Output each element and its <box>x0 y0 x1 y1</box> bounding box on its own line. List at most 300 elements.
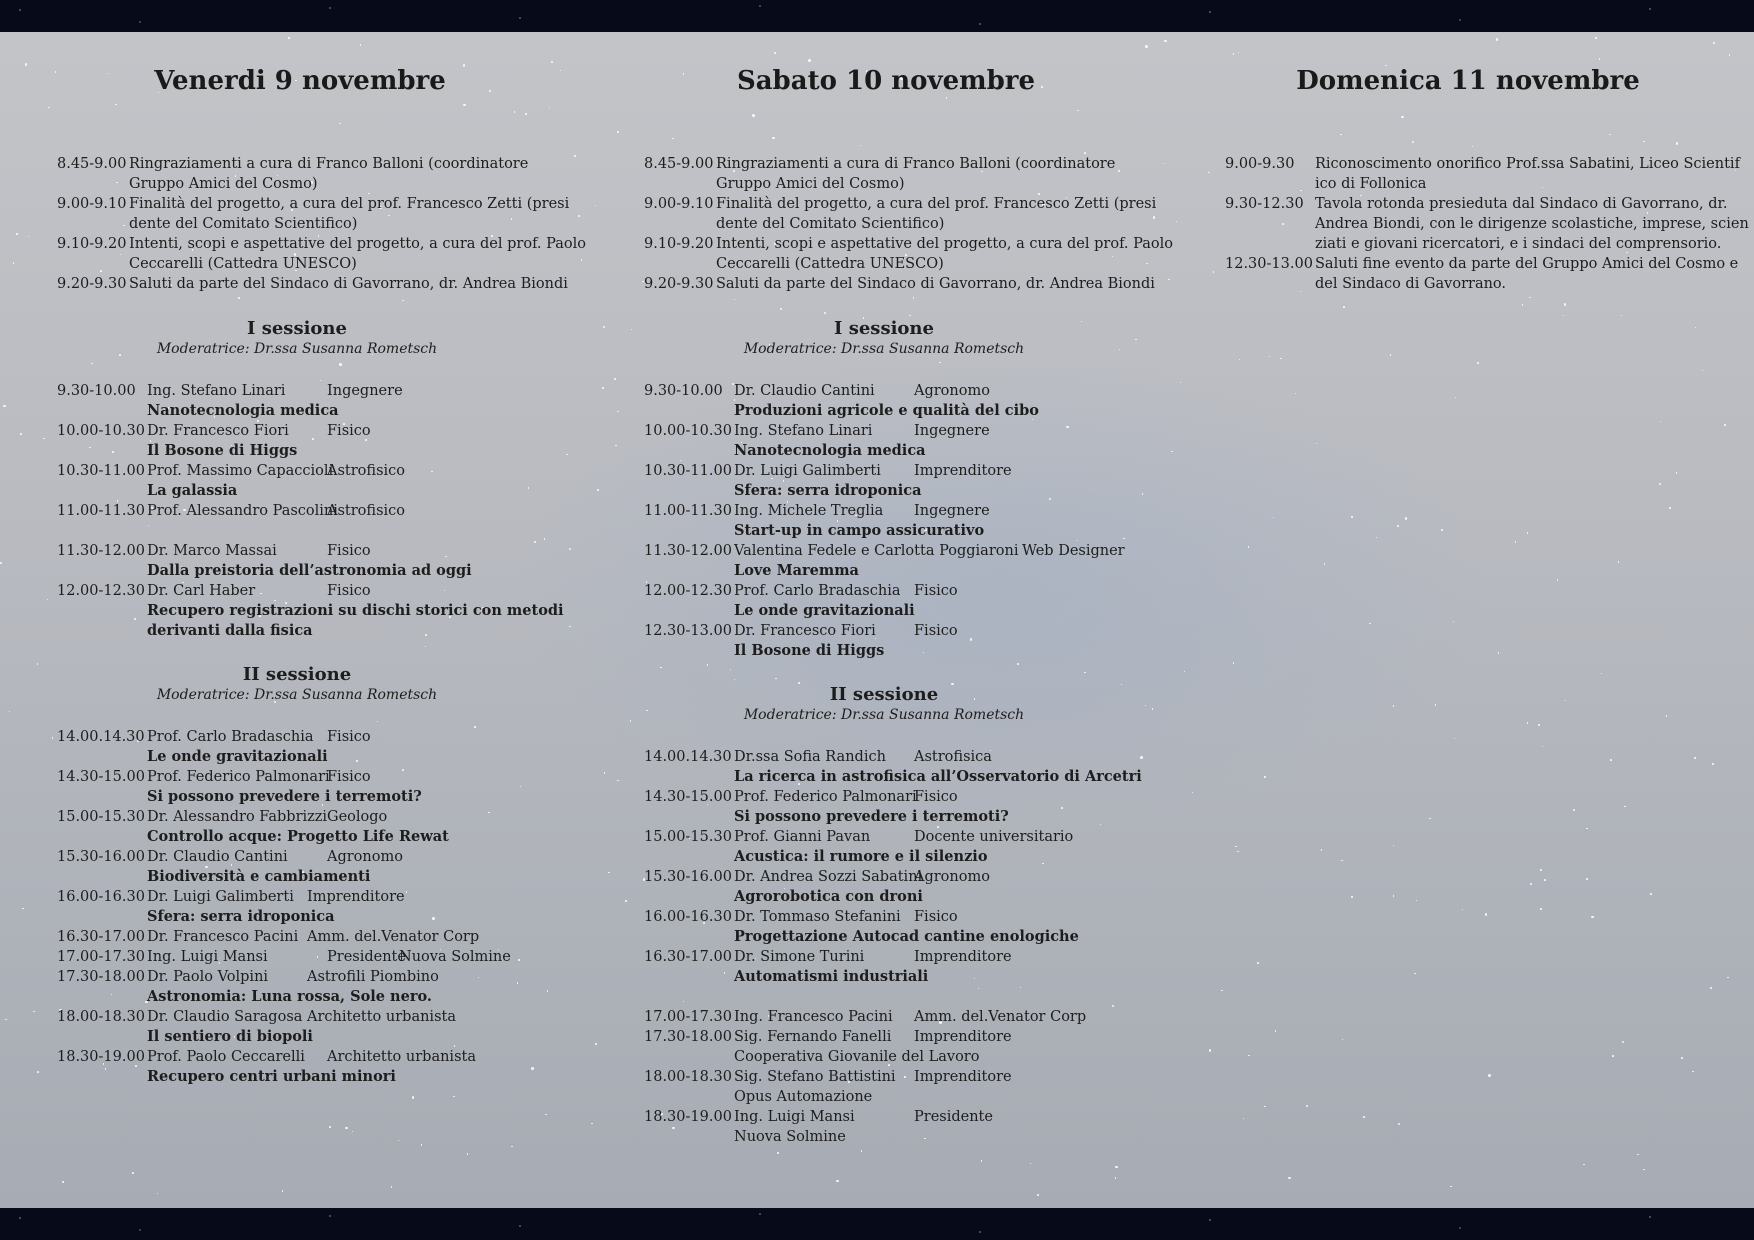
star-speck <box>1595 37 1597 39</box>
star-speck <box>574 155 576 157</box>
friday-s2-speaker: Dr. Claudio Cantini <box>147 849 288 865</box>
saturday-intro-time: 9.10-9.20 <box>644 236 714 252</box>
star-speck <box>1676 472 1678 474</box>
star-speck <box>112 451 114 453</box>
day-title-friday: Venerdi 9 novembre <box>154 66 446 96</box>
star-speck <box>578 215 580 217</box>
friday-s2-topic: Il sentiero di biopoli <box>147 1028 313 1045</box>
friday-s1-time: 11.00-11.30 <box>57 503 145 519</box>
saturday-s2-speaker: Ing. Luigi Mansi <box>734 1109 855 1125</box>
friday-intro-text: dente del Comitato Scientifico) <box>129 216 358 232</box>
saturday-s2-time: 16.30-17.00 <box>644 949 732 965</box>
friday-intro-text: Intenti, scopi e aspettative del progetto, a cura del prof. Paolo <box>129 236 586 252</box>
star-speck <box>91 363 93 365</box>
star-speck <box>1257 962 1259 964</box>
star-speck <box>777 1152 779 1154</box>
saturday-s1-role: Ingegnere <box>914 423 990 439</box>
friday-s1-speaker: Dr. Carl Haber <box>147 583 256 599</box>
friday-intro-text: Saluti da parte del Sindaco di Gavorrano, dr. Andrea Biondi <box>129 276 568 292</box>
star-speck <box>1650 893 1652 895</box>
friday-s2-company: Nuova Solmine <box>399 949 511 965</box>
saturday-s2-time: 18.00-18.30 <box>644 1069 732 1085</box>
saturday-session-1-title: I sessione <box>834 318 934 339</box>
saturday-s2-speaker: Dr.ssa Sofia Randich <box>734 749 886 765</box>
friday-intro-time: 9.20-9.30 <box>57 276 127 292</box>
saturday-s2-role: Docente universitario <box>914 829 1074 845</box>
star-speck <box>1145 45 1148 48</box>
sunday-text: ico di Follonica <box>1315 176 1427 192</box>
star-speck <box>946 97 948 99</box>
saturday-s2-time: 14.30-15.00 <box>644 789 732 805</box>
sunday-text: del Sindaco di Gavorrano. <box>1315 276 1507 292</box>
star-speck <box>1351 896 1353 898</box>
star-speck <box>1061 807 1063 809</box>
friday-s1-role: Astrofisico <box>327 463 406 479</box>
day-title-saturday: Sabato 10 novembre <box>736 66 1036 96</box>
star-speck <box>1152 708 1154 710</box>
star-speck <box>1529 297 1531 299</box>
saturday-s1-time: 11.00-11.30 <box>644 503 732 519</box>
star-speck <box>525 113 527 115</box>
star-speck <box>1118 170 1120 172</box>
friday-session-2-moderator: Moderatrice: Dr.ssa Susanna Rometsch <box>156 687 438 703</box>
star-speck <box>608 872 610 874</box>
saturday-s2-speaker: Prof. Gianni Pavan <box>734 829 871 845</box>
friday-s2-time: 18.30-19.00 <box>57 1049 145 1065</box>
friday-s2-topic: Si possono prevedere i terremoti? <box>147 788 422 805</box>
saturday-s2-role: Presidente <box>914 1109 993 1125</box>
star-speck <box>1669 507 1671 509</box>
star-speck <box>1135 339 1137 341</box>
star-speck <box>1248 1055 1250 1057</box>
sunday-text: Saluti fine evento da parte del Gruppo Amici del Cosmo e <box>1315 256 1739 272</box>
star-speck <box>595 1043 597 1045</box>
star-speck <box>1282 223 1284 225</box>
sunday-time: 9.30-12.30 <box>1225 196 1304 212</box>
saturday-s2-role: Amm. del.Venator Corp <box>914 1009 1087 1025</box>
saturday-s1-role: Web Designer <box>1022 543 1125 559</box>
saturday-s2-time: 15.30-16.00 <box>644 869 732 885</box>
star-speck <box>1724 424 1726 426</box>
sunday-time: 9.00-9.30 <box>1225 156 1295 172</box>
saturday-s1-speaker: Dr. Claudio Cantini <box>734 383 875 399</box>
star-speck <box>518 959 520 961</box>
star-speck <box>412 1096 415 1099</box>
sunday-text: Riconoscimento onorifico Prof.ssa Sabatini, Liceo Scientif <box>1315 156 1740 172</box>
saturday-session-2-moderator: Moderatrice: Dr.ssa Susanna Rometsch <box>743 707 1025 723</box>
sunday-text: Andrea Biondi, con le dirigenze scolastiche, imprese, scien <box>1315 216 1749 232</box>
star-speck <box>425 634 427 636</box>
friday-s2-time: 14.00.14.30 <box>57 729 145 745</box>
saturday-s2-topic: Agrorobotica con droni <box>734 888 923 905</box>
saturday-s2-time: 18.30-19.00 <box>644 1109 732 1125</box>
friday-s2-topic: Sfera: serra idroponica <box>147 908 335 925</box>
star-speck <box>1324 563 1326 565</box>
friday-s2-speaker: Dr. Francesco Pacini <box>147 929 299 945</box>
star-speck <box>1017 663 1019 665</box>
friday-s2-role: Amm. del.Venator Corp <box>307 929 480 945</box>
saturday-s2-role: Agronomo <box>914 869 990 885</box>
star-speck <box>134 618 136 620</box>
saturday-s1-topic: Love Maremma <box>734 562 859 579</box>
saturday-s2-time: 16.00-16.30 <box>644 909 732 925</box>
star-speck <box>1363 1116 1365 1118</box>
star-speck <box>1429 818 1431 820</box>
star-speck <box>1564 303 1567 306</box>
friday-s1-topic: Recupero registrazioni su dischi storici con metodi <box>147 602 564 619</box>
star-speck <box>1435 704 1437 706</box>
friday-s1-topic: Nanotecnologia medica <box>147 402 339 419</box>
saturday-s2-role: Imprenditore <box>914 1029 1012 1045</box>
saturday-s2-role: Imprenditore <box>914 949 1012 965</box>
friday-s2-speaker: Prof. Carlo Bradaschia <box>147 729 314 745</box>
saturday-s1-topic: Produzioni agricole e qualità del cibo <box>734 402 1039 419</box>
star-speck <box>453 1096 455 1098</box>
saturday-s1-topic: Le onde gravitazionali <box>734 602 915 619</box>
star-speck <box>100 270 102 272</box>
friday-s1-time: 11.30-12.00 <box>57 543 145 559</box>
star-speck <box>463 104 466 107</box>
star-speck <box>1264 776 1266 778</box>
friday-s1-time: 12.00-12.30 <box>57 583 145 599</box>
star-speck <box>1066 426 1069 429</box>
star-speck <box>545 1114 547 1116</box>
star-speck <box>360 44 362 46</box>
friday-intro-text: Ceccarelli (Cattedra UNESCO) <box>129 256 357 272</box>
saturday-intro-text: Ceccarelli (Cattedra UNESCO) <box>716 256 944 272</box>
star-speck <box>752 114 755 117</box>
friday-s2-time: 15.00-15.30 <box>57 809 145 825</box>
saturday-intro-text: dente del Comitato Scientifico) <box>716 216 945 232</box>
star-speck <box>904 1076 906 1078</box>
star-speck <box>1527 532 1529 534</box>
saturday-s2-company: Opus Automazione <box>734 1089 873 1105</box>
star-speck <box>1164 40 1167 43</box>
star-speck <box>1441 529 1443 531</box>
saturday-s1-speaker: Ing. Stefano Linari <box>734 423 873 439</box>
star-speck <box>660 667 662 669</box>
saturday-s2-speaker: Dr. Andrea Sozzi Sabatini <box>734 869 923 885</box>
star-speck <box>1340 134 1342 136</box>
star-speck <box>534 541 536 543</box>
star-speck <box>1694 757 1696 759</box>
saturday-s1-topic: Start-up in campo assicurativo <box>734 522 985 539</box>
friday-s2-role: Presidente <box>327 949 406 965</box>
friday-intro-text: Gruppo Amici del Cosmo) <box>129 176 318 192</box>
star-speck <box>1515 541 1517 543</box>
friday-s2-role: Fisico <box>327 729 371 745</box>
saturday-s2-company: Cooperativa Giovanile del Lavoro <box>734 1049 980 1065</box>
star-speck <box>808 59 811 62</box>
friday-s2-time: 17.30-18.00 <box>57 969 145 985</box>
star-speck <box>1681 1057 1683 1059</box>
star-speck <box>1713 42 1715 44</box>
saturday-s2-time: 15.00-15.30 <box>644 829 732 845</box>
star-speck <box>1316 443 1318 445</box>
star-speck <box>238 297 240 299</box>
saturday-s2-topic: Si possono prevedere i terremoti? <box>734 808 1009 825</box>
star-speck <box>1612 1055 1614 1057</box>
friday-s1-role: Fisico <box>327 423 371 439</box>
sunday-text: ziati e giovani ricercatori, e i sindaci del comprensorio. <box>1315 236 1722 252</box>
saturday-s1-speaker: Valentina Fedele e Carlotta Poggiaroni <box>734 543 1019 559</box>
friday-s1-speaker: Dr. Francesco Fiori <box>147 423 289 439</box>
star-speck <box>20 433 22 435</box>
friday-session-2-title: II sessione <box>242 664 352 685</box>
friday-s2-role: Fisico <box>327 769 371 785</box>
friday-s2-topic: Recupero centri urbani minori <box>147 1068 396 1085</box>
friday-s2-speaker: Dr. Claudio Saragosa <box>147 1009 303 1025</box>
star-speck <box>1643 141 1645 143</box>
saturday-s1-time: 12.30-13.00 <box>644 623 732 639</box>
star-speck <box>1037 1194 1039 1196</box>
star-speck <box>1540 869 1542 871</box>
friday-s2-speaker: Dr. Alessandro Fabbrizzi <box>147 809 328 825</box>
star-speck <box>1591 916 1594 919</box>
friday-s1-speaker: Prof. Massimo Capaccioli <box>147 463 334 479</box>
star-speck <box>924 1138 926 1140</box>
star-speck <box>432 917 435 920</box>
starfield-top-band <box>0 0 1754 32</box>
saturday-s1-time: 10.30-11.00 <box>644 463 732 479</box>
star-speck <box>591 1123 593 1125</box>
saturday-s2-role: Fisico <box>914 789 958 805</box>
friday-s1-role: Fisico <box>327 543 371 559</box>
saturday-intro-text: Saluti da parte del Sindaco di Gavorrano, dr. Andrea Biondi <box>716 276 1155 292</box>
star-speck <box>1544 879 1546 881</box>
star-speck <box>1527 722 1529 724</box>
friday-s2-speaker: Dr. Luigi Galimberti <box>147 889 294 905</box>
saturday-s2-topic: La ricerca in astrofisica all’Osservatorio di Arcetri <box>734 768 1142 785</box>
star-speck <box>547 990 549 992</box>
star-speck <box>25 63 28 66</box>
saturday-s2-speaker: Ing. Francesco Pacini <box>734 1009 893 1025</box>
star-speck <box>317 956 319 958</box>
star-speck <box>1538 724 1540 726</box>
star-speck <box>488 812 490 814</box>
star-speck <box>431 471 433 473</box>
friday-intro-time: 8.45-9.00 <box>57 156 127 172</box>
friday-s2-topic: Biodiversità e cambiamenti <box>147 868 371 885</box>
saturday-s2-topic: Automatismi industriali <box>734 968 929 985</box>
star-speck <box>1390 354 1392 356</box>
friday-s1-topic: La galassia <box>147 482 238 499</box>
friday-s2-topic: Le onde gravitazionali <box>147 748 328 765</box>
saturday-s1-topic: Il Bosone di Higgs <box>734 642 885 659</box>
saturday-intro-text: Intenti, scopi e aspettative del progetto, a cura del prof. Paolo <box>716 236 1173 252</box>
saturday-s1-speaker: Prof. Carlo Bradaschia <box>734 583 901 599</box>
friday-s1-role: Fisico <box>327 583 371 599</box>
friday-s2-role: Geologo <box>327 809 388 825</box>
saturday-s2-speaker: Dr. Simone Turini <box>734 949 865 965</box>
sunday-time: 12.30-13.00 <box>1225 256 1313 272</box>
saturday-s2-time: 17.30-18.00 <box>644 1029 732 1045</box>
saturday-s2-speaker: Sig. Fernando Fanelli <box>734 1029 892 1045</box>
saturday-s1-role: Fisico <box>914 583 958 599</box>
star-speck <box>614 378 616 380</box>
friday-s2-role: Imprenditore <box>307 889 405 905</box>
star-speck <box>581 259 583 261</box>
saturday-s2-time: 14.00.14.30 <box>644 749 732 765</box>
saturday-s2-company: Nuova Solmine <box>734 1129 846 1145</box>
sunday-text: Tavola rotonda presieduta dal Sindaco di Gavorrano, dr. <box>1315 196 1728 212</box>
star-speck <box>707 664 709 666</box>
friday-s1-topic: derivanti dalla fisica <box>147 622 313 639</box>
star-speck <box>617 131 619 133</box>
saturday-s2-role: Imprenditore <box>914 1069 1012 1085</box>
friday-intro-time: 9.00-9.10 <box>57 196 127 212</box>
star-speck <box>1488 1074 1491 1077</box>
star-speck <box>1142 493 1144 495</box>
saturday-s2-speaker: Dr. Tommaso Stefanini <box>734 909 901 925</box>
starfield-bottom-band <box>0 1208 1754 1240</box>
star-speck <box>288 37 290 39</box>
friday-s2-speaker: Ing. Luigi Mansi <box>147 949 268 965</box>
star-speck <box>1540 908 1542 910</box>
star-speck <box>1498 652 1500 654</box>
star-speck <box>132 1172 134 1174</box>
friday-intro-text: Ringraziamenti a cura di Franco Balloni (coordinatore <box>129 156 529 172</box>
star-speck <box>1530 883 1532 885</box>
star-speck <box>123 225 125 227</box>
saturday-s1-time: 9.30-10.00 <box>644 383 723 399</box>
star-speck <box>1397 525 1399 527</box>
star-speck <box>544 538 546 540</box>
friday-s1-time: 10.30-11.00 <box>57 463 145 479</box>
friday-s1-speaker: Prof. Alessandro Pascolini <box>147 503 338 519</box>
star-speck <box>970 638 973 641</box>
friday-s2-role: Architetto urbanista <box>307 1009 456 1025</box>
star-speck <box>1140 756 1143 759</box>
friday-s2-role: Agronomo <box>327 849 403 865</box>
friday-s1-topic: Dalla preistoria dell’astronomia ad oggi <box>147 562 472 579</box>
saturday-s2-role: Fisico <box>914 909 958 925</box>
friday-s2-time: 18.00-18.30 <box>57 1009 145 1025</box>
saturday-s1-time: 12.00-12.30 <box>644 583 732 599</box>
saturday-intro-text: Finalità del progetto, a cura del prof. Francesco Zetti (presi <box>716 196 1157 212</box>
star-speck <box>1405 517 1408 520</box>
star-speck <box>402 769 404 771</box>
saturday-s1-speaker: Dr. Francesco Fiori <box>734 623 876 639</box>
saturday-s1-topic: Sfera: serra idroponica <box>734 482 922 499</box>
star-speck <box>625 900 627 902</box>
saturday-intro-text: Gruppo Amici del Cosmo) <box>716 176 905 192</box>
friday-session-1-title: I sessione <box>247 318 347 339</box>
saturday-s2-speaker: Prof. Federico Palmonari <box>734 789 917 805</box>
star-speck <box>1477 362 1479 364</box>
friday-s2-speaker: Prof. Federico Palmonari <box>147 769 330 785</box>
friday-s2-time: 17.00-17.30 <box>57 949 145 965</box>
saturday-intro-time: 9.00-9.10 <box>644 196 714 212</box>
star-speck <box>772 137 775 140</box>
friday-s1-speaker: Dr. Marco Massai <box>147 543 277 559</box>
friday-s2-time: 16.30-17.00 <box>57 929 145 945</box>
friday-s2-role: Astrofili Piombino <box>307 969 439 985</box>
star-speck <box>1586 878 1588 880</box>
saturday-s2-speaker: Sig. Stefano Battistini <box>734 1069 896 1085</box>
friday-s2-topic: Controllo acque: Progetto Life Rewat <box>147 828 449 845</box>
star-speck <box>1573 809 1575 811</box>
star-speck <box>406 891 408 893</box>
star-speck <box>329 1126 331 1128</box>
saturday-s2-topic: Acustica: il rumore e il silenzio <box>734 848 988 865</box>
star-speck <box>52 737 54 739</box>
friday-s2-time: 14.30-15.00 <box>57 769 145 785</box>
saturday-s1-role: Agronomo <box>914 383 990 399</box>
friday-s2-speaker: Dr. Paolo Volpini <box>147 969 269 985</box>
friday-s1-time: 9.30-10.00 <box>57 383 136 399</box>
star-speck <box>1712 763 1714 765</box>
saturday-session-1-moderator: Moderatrice: Dr.ssa Susanna Rometsch <box>743 341 1025 357</box>
star-speck <box>1610 759 1612 761</box>
star-speck <box>37 1071 39 1073</box>
friday-s1-role: Ingegnere <box>327 383 403 399</box>
saturday-s1-role: Imprenditore <box>914 463 1012 479</box>
star-speck <box>551 61 553 63</box>
friday-s1-topic: Il Bosone di Higgs <box>147 442 298 459</box>
star-speck <box>1343 306 1345 308</box>
star-speck <box>1123 538 1125 540</box>
star-speck <box>597 489 599 491</box>
star-speck <box>1273 517 1275 519</box>
star-speck <box>913 297 915 299</box>
saturday-s1-role: Fisico <box>914 623 958 639</box>
star-speck <box>602 387 604 389</box>
saturday-s2-role: Astrofisica <box>914 749 992 765</box>
star-speck <box>1146 263 1148 265</box>
star-speck <box>1710 987 1712 989</box>
star-speck <box>617 780 619 782</box>
star-speck <box>62 1181 64 1183</box>
star-speck <box>1115 1177 1117 1179</box>
star-speck <box>312 438 314 440</box>
friday-intro-text: Finalità del progetto, a cura del prof. Francesco Zetti (presi <box>129 196 570 212</box>
star-speck <box>1369 623 1371 625</box>
star-speck <box>0 562 2 564</box>
star-speck <box>13 262 15 264</box>
friday-s2-role: Architetto urbanista <box>327 1049 476 1065</box>
friday-s2-speaker: Prof. Paolo Ceccarelli <box>147 1049 305 1065</box>
star-speck <box>16 233 18 235</box>
saturday-s1-role: Ingegnere <box>914 503 990 519</box>
friday-s2-time: 15.30-16.00 <box>57 849 145 865</box>
friday-intro-time: 9.10-9.20 <box>57 236 127 252</box>
friday-s1-speaker: Ing. Stefano Linari <box>147 383 286 399</box>
star-speck <box>528 487 530 489</box>
saturday-session-2-title: II sessione <box>829 684 939 705</box>
friday-s2-time: 16.00-16.30 <box>57 889 145 905</box>
saturday-s1-topic: Nanotecnologia medica <box>734 442 926 459</box>
star-speck <box>1624 806 1626 808</box>
star-speck <box>1168 279 1170 281</box>
star-speck <box>1496 38 1499 41</box>
star-speck <box>1180 382 1182 384</box>
friday-s1-role: Astrofisico <box>327 503 406 519</box>
saturday-intro-text: Ringraziamenti a cura di Franco Balloni (coordinatore <box>716 156 1116 172</box>
saturday-s1-time: 11.30-12.00 <box>644 543 732 559</box>
friday-s1-time: 10.00-10.30 <box>57 423 145 439</box>
star-speck <box>566 454 568 456</box>
star-speck <box>630 720 632 722</box>
friday-s2-topic: Astronomia: Luna rossa, Sole nero. <box>147 988 432 1005</box>
saturday-s1-time: 10.00-10.30 <box>644 423 732 439</box>
saturday-intro-time: 8.45-9.00 <box>644 156 714 172</box>
friday-session-1-moderator: Moderatrice: Dr.ssa Susanna Rometsch <box>156 341 438 357</box>
star-speck <box>474 726 476 728</box>
saturday-s2-time: 17.00-17.30 <box>644 1009 732 1025</box>
star-speck <box>774 52 776 54</box>
star-speck <box>1485 913 1488 916</box>
